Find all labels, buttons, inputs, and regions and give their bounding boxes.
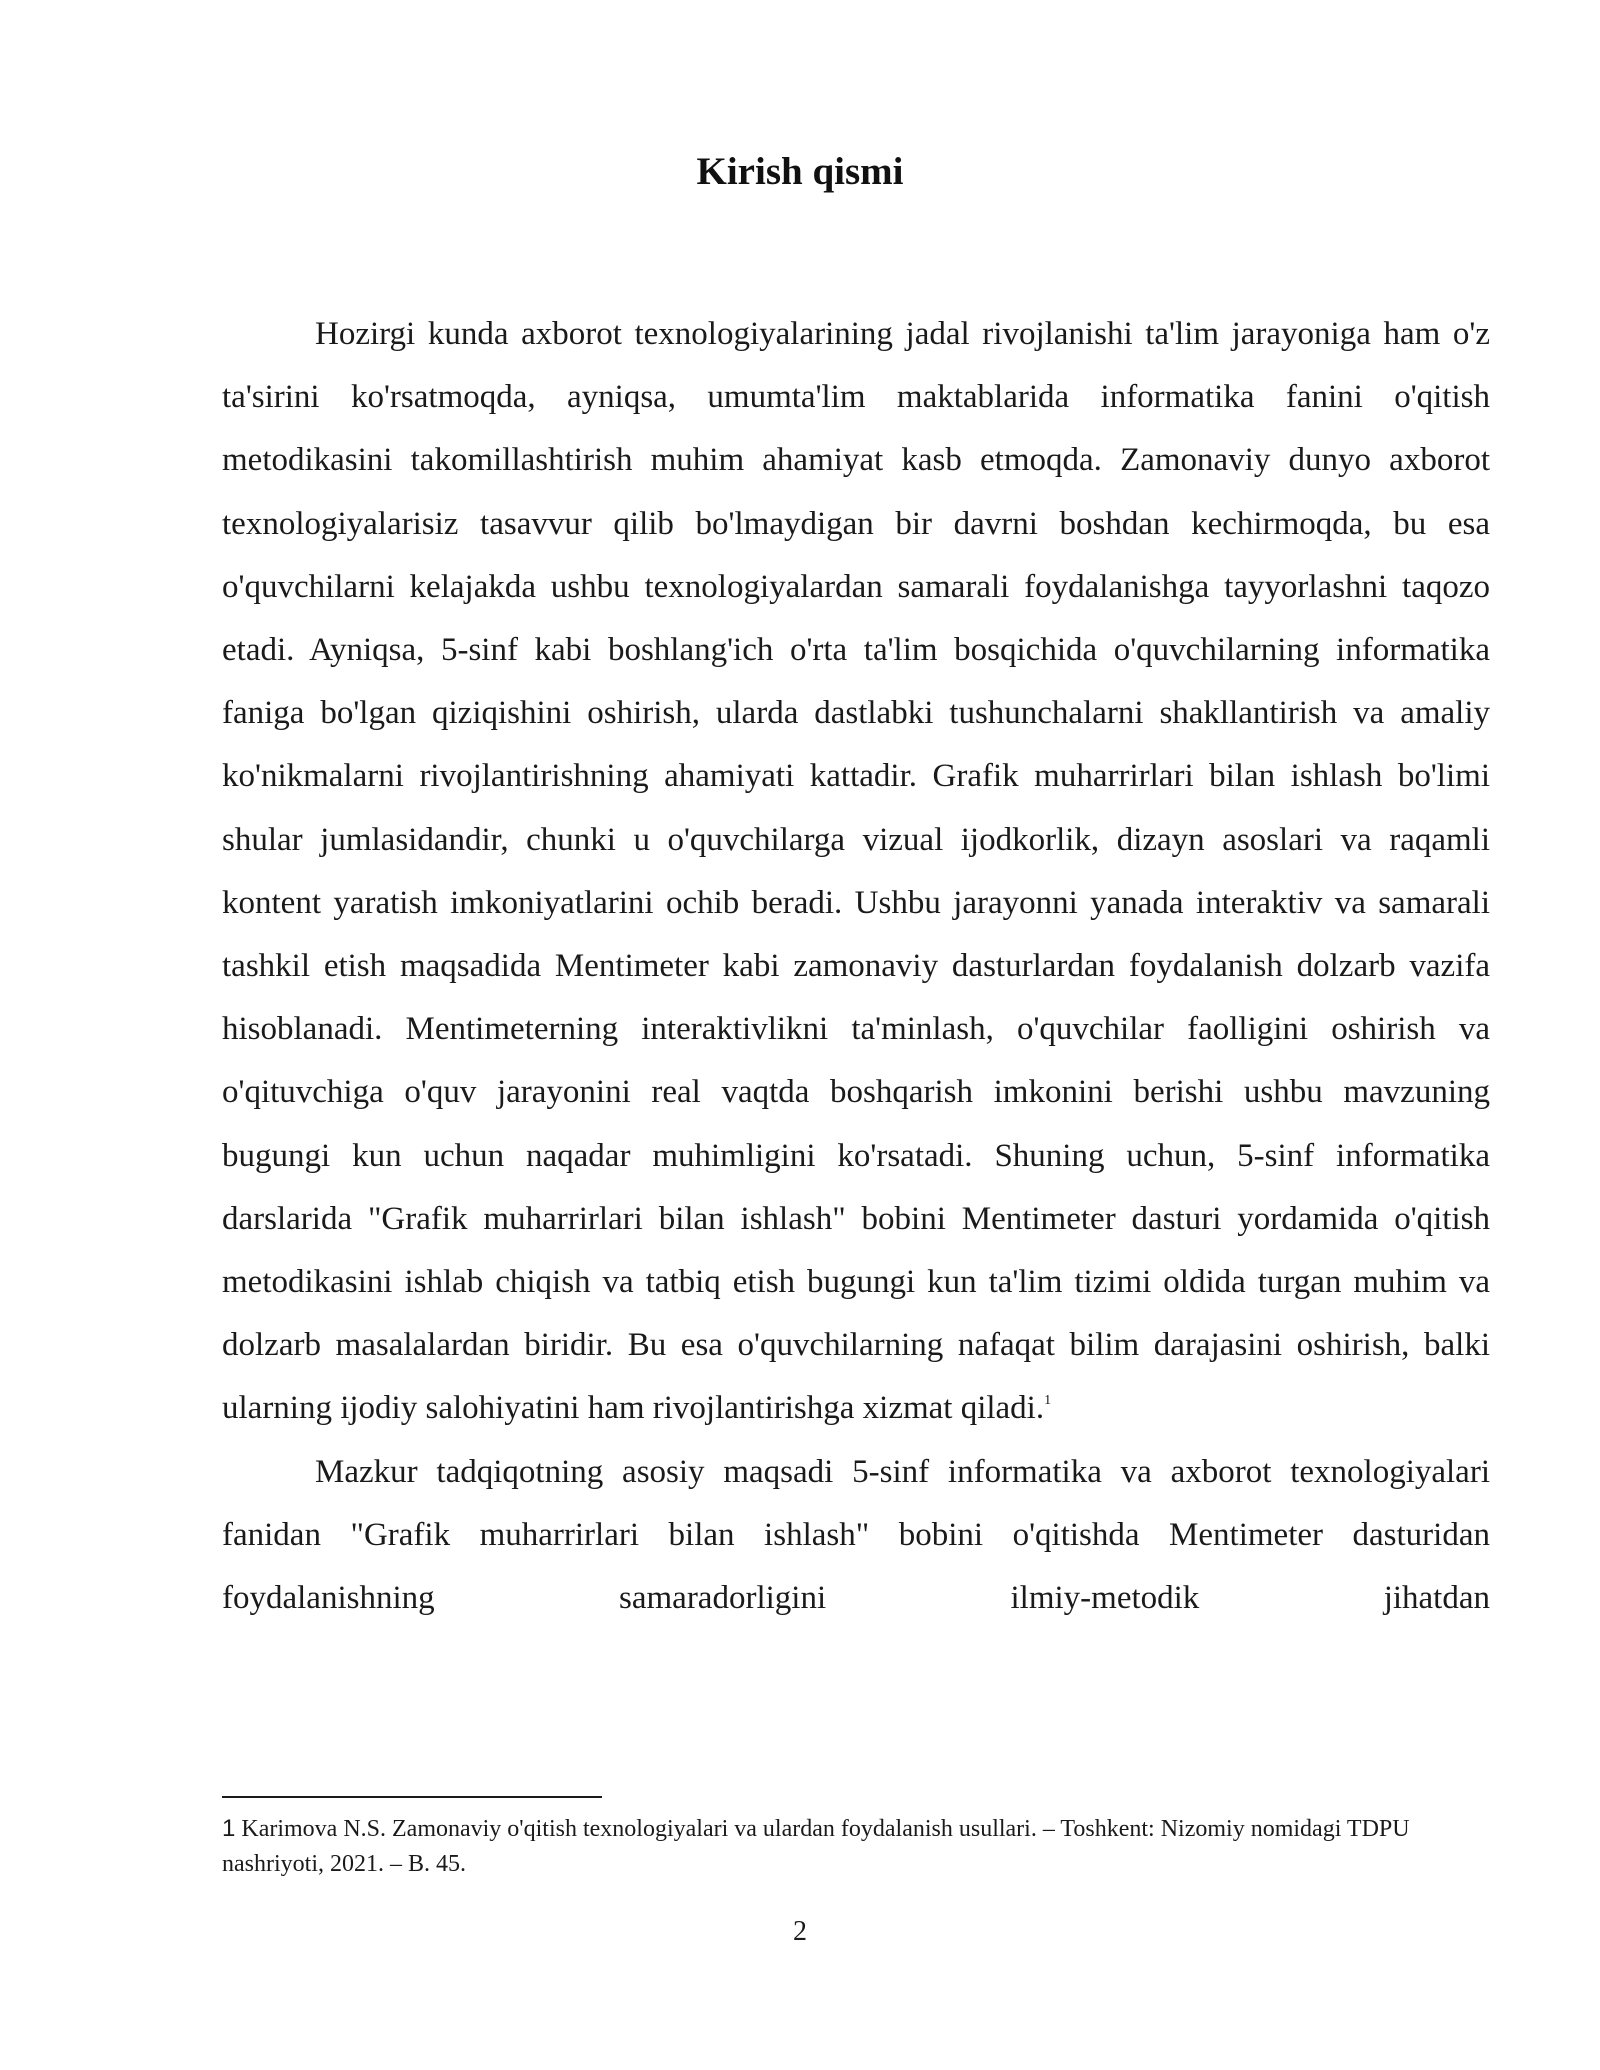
footnote-separator [222,1796,602,1798]
footnote-number: 1 [222,1815,236,1842]
page-title: Kirish qismi [696,150,904,193]
paragraph-1-text: Hozirgi kunda axborot texnologiyalarining jadal rivojlanishi ta'lim jarayoniga ham o'z ta'sirini ko'rsatmoqda, ayniqsa, umumta'lim maktablarida informatika fanini o'qitish metodikasini takomillashtirish muhim ahamiyat kasb etmoqda. Zamonaviy dunyo axborot texnologiyalarisiz tasavvur qilib bo'lmaydigan bir davrni boshdan kechirmoqda, bu esa o'quvchilarni kelajakda ushbu texnologiyalardan samarali foydalanishga tayyorlashni taqozo etadi. Ayniqsa, 5-sinf kabi boshlang'ich o'rta ta'lim bosqichida o'quvchilarning informatika faniga bo'lgan qiziqishini oshirish, ularda dastlabki tushunchalarni shakllantirish va amaliy ko'nikmalarni rivojlantirishning ahamiyati kattadir. Grafik muharrirlari bilan ishlash bo'limi shular jumlasidandir, chunki u o'quvchilarga vizual ijodkorlik, dizayn asoslari va raqamli kontent yaratish imkoniyatlarini ochib beradi. Ushbu jarayonni yanada interaktiv va samarali tashkil etish maqsadida Mentimeter kabi zamonaviy dasturlardan foydalanish dolzarb vazifa hisoblanadi. Mentimeterning interaktivlikni ta'minlash, o'quvchilar faolligini oshirish va o'qituvchiga o'quv jarayonini real vaqtda boshqarish imkonini berishi ushbu mavzuning bugungi kun uchun naqadar muhimligini ko'rsatadi. Shuning uchun, 5-sinf informatika darslarida "Grafik muharrirlari bilan ishlash" bobini Mentimeter dasturi yordamida o'qitish metodikasini ishlab chiqish va tatbiq etish bugungi kun ta'lim tizimi oldida turgan muhim va dolzarb masalalardan biridir. Bu esa o'quvchilarning nafaqat bilim darajasini oshirish, balki ularning ijodiy salohiyatini ham rivojlantirishga xizmat qiladi. [222,316,1490,1427]
footnote-reference[interactable]: 1 [1044,1393,1052,1409]
body-text [222,303,1490,1630]
paragraph-2 [222,1441,1490,1631]
paragraph-2-text: Mazkur tadqiqotning asosiy maqsadi 5-sinf informatika va axborot texnologiyalari fanidan "Grafik muharrirlari bilan ishlash" bobini o'qitishda Mentimeter dasturidan foydalanishning samaradorligini ilmiy-metodik jihatdan [222,1453,1490,1617]
page-number: 2 [793,1916,807,1947]
footnote-text: Karimova N.S. Zamonaviy o'qitish texnologiyalari va ulardan foydalanish usullari. – Toshkent: Nizomiy nomidagi TDPU nashriyoti, 2021. – B. 45. [222,1816,1410,1877]
paragraph-1 [222,303,1490,1441]
footnote [222,1811,1490,1882]
